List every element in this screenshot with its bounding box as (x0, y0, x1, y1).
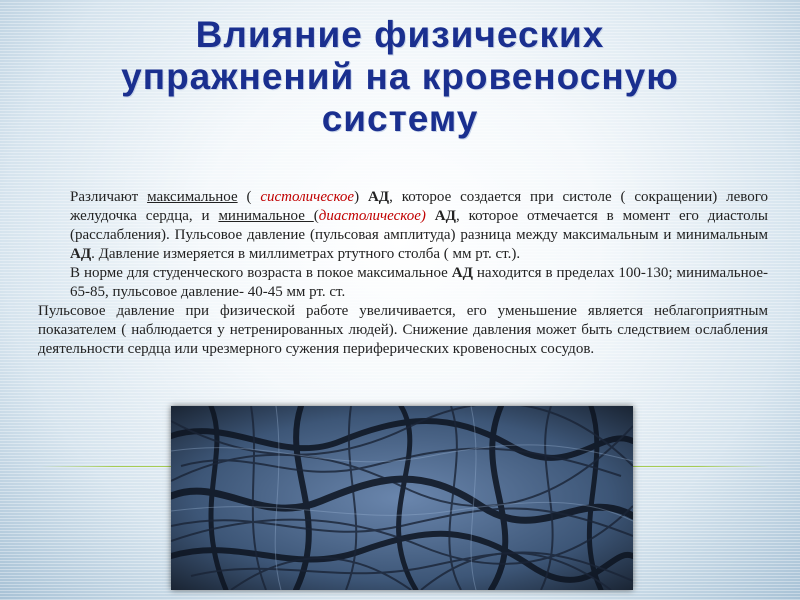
paragraph-2 (32, 264, 768, 302)
slide-title (0, 14, 800, 140)
p1-text (426, 208, 435, 224)
title-line-3: систему (321, 98, 479, 139)
ad-abbrev: АД (70, 246, 92, 262)
title-line-2: упражнений на кровеносную (121, 56, 679, 97)
p1-text: ) (354, 189, 368, 205)
blood-vessels-image (171, 406, 633, 590)
p2-text: В норме для студенческого возраста в покое максимальное (70, 265, 452, 281)
p1-text: . Давление измеряется в миллиметрах ртутного столба ( мм рт. ст.). (91, 246, 521, 262)
ad-abbrev: АД (367, 189, 390, 205)
ad-abbrev: АД (434, 208, 456, 224)
min-pressure-term: минимальное (218, 208, 314, 224)
vessel-network-graphic (171, 406, 633, 590)
paragraph-3: Пульсовое давление при физической работе увеличивается, его уменьшение является неблагоприятным показателем ( наблюдается у нетренированных людей). Снижение давления может быть следствием ослабления деятельности сердца или чрезмерного сужения периферических кровеносных сосудов. (38, 303, 768, 357)
body-text (32, 188, 768, 359)
p1-text: , которое отмечается в момент его диастолы (расслабления). Пульсовое давление (пульсовая амплитуда) разница между максимальным и минимальным (70, 208, 769, 243)
title-line-1: Влияние физических (195, 14, 605, 55)
systolic-term: систолическое (260, 189, 355, 205)
p1-text: , которое создается при систоле ( сокращении) левого желудочка сердца, и (70, 189, 769, 224)
p1-text: Различают (70, 189, 148, 205)
p1-text: ( (237, 189, 261, 205)
max-pressure-term: максимальное (147, 189, 238, 205)
ad-abbrev: АД (451, 265, 473, 281)
p2-text: находится в пределах 100-130; минимальное- 65-85, пульсовое давление- 40-45 мм рт. ст. (70, 265, 769, 300)
p1-text: ( (313, 208, 319, 224)
diastolic-term: диастолическое) (318, 208, 426, 224)
paragraph-1 (32, 188, 768, 264)
